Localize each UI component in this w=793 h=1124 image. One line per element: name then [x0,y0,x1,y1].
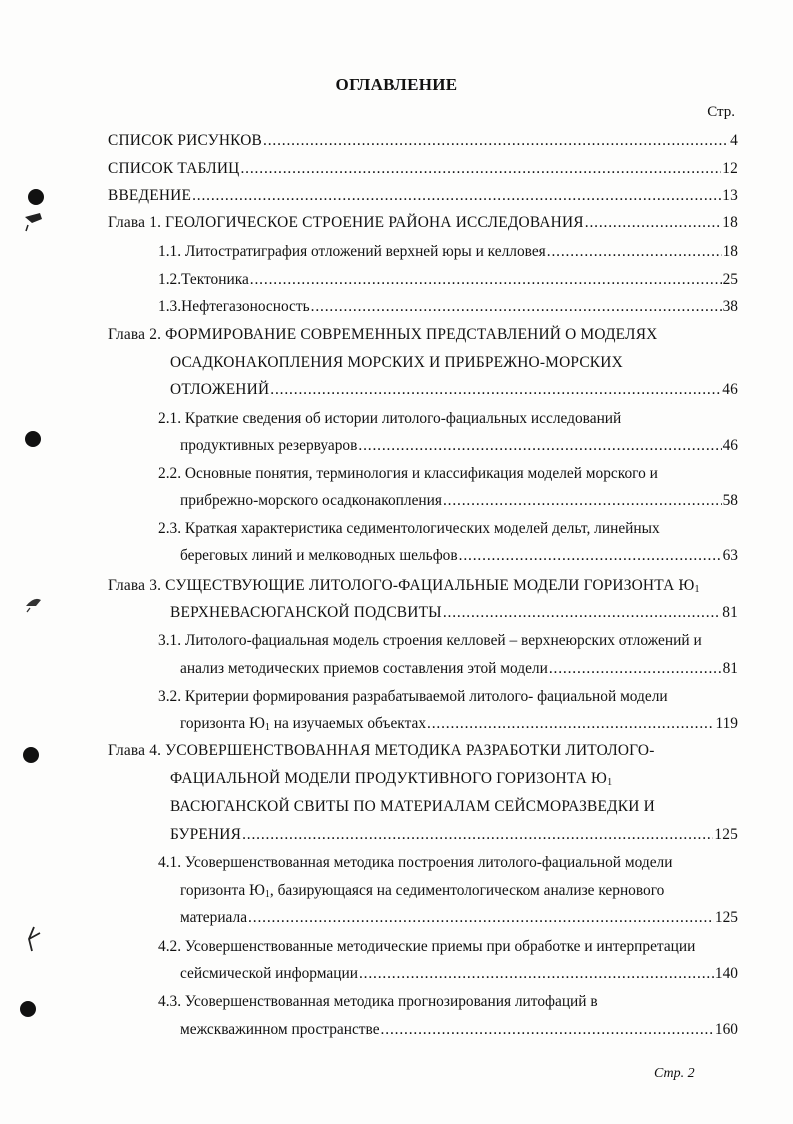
toc-entry-line: ВАСЮГАНСКОЙ СВИТЫ ПО МАТЕРИАЛАМ СЕЙСМОРАЗВЕДКИ И [170,798,655,815]
toc-entry-line: 4.3. Усовершенствованная методика прогнозирования литофаций в [158,993,598,1010]
toc-entry: СПИСОК ТАБЛИЦ . . . 12 [108,159,738,179]
toc-entry-line: 4.2. Усовершенствованные методические приемы при обработке и интерпретации [158,938,696,955]
binder-hole-punch [23,747,39,763]
toc-entry-line: 4.1. Усовершенствованная методика построения литолого-фациальной модели [158,854,673,871]
binder-hole-punch [28,189,44,205]
toc-entry-line: Глава 4. УСОВЕРШЕНСТВОВАННАЯ МЕТОДИКА РАЗРАБОТКИ ЛИТОЛОГО- [108,742,655,759]
page-title: ОГЛАВЛЕНИЕ [335,75,458,94]
toc-entry: СПИСОК РИСУНКОВ . . . 4 [108,131,738,151]
toc-entry-line: 3.2. Критерии формирования разрабатываемой литолого- фациальной модели [158,688,668,705]
toc-entry: продуктивных резервуаров . . . 46 [180,436,738,456]
toc-entry: Глава 1. ГЕОЛОГИЧЕСКОЕ СТРОЕНИЕ РАЙОНА ИССЛЕДОВАНИЯ . . . 18 [108,213,738,233]
ink-mark [22,924,44,954]
toc-entry-line: 2.1. Краткие сведения об истории литолого-фациальных исследований [158,410,622,427]
toc-entry: анализ методических приемов составления этой модели . . . 81 [180,659,738,679]
toc-entry: БУРЕНИЯ . . . 125 [170,825,738,845]
page-column-label: Стр. [707,104,735,120]
toc-entry: береговых линий и мелководных шельфов . . . 63 [180,546,738,566]
ink-mark [24,594,44,614]
toc-entry: ВВЕДЕНИЕ . . . 13 [108,186,738,206]
toc-entry-line: Глава 2. ФОРМИРОВАНИЕ СОВРЕМЕННЫХ ПРЕДСТАВЛЕНИЙ О МОДЕЛЯХ [108,326,658,343]
toc-entry-line: 2.3. Краткая характеристика седиментологических моделей дельт, линейных [158,520,660,537]
toc-entry-line: горизонта $Ю_1$, базирующаяся на седиментологическом анализе кернового [180,882,665,900]
toc-entry: 1.1. Литостратиграфия отложений верхней юры и келловея . . . 18 [158,242,738,262]
toc-entry-line: ФАЦИАЛЬНОЙ МОДЕЛИ ПРОДУКТИВНОГО ГОРИЗОНТА $Ю_1$ [170,770,613,788]
toc-entry: 1.2.Тектоника . . . 25 [158,270,738,290]
toc-entry-line: 2.2. Основные понятия, терминология и классификация моделей морского и [158,465,658,482]
binder-hole-punch [25,431,41,447]
binder-hole-punch [20,1001,36,1017]
toc-entry: ВЕРХНЕВАСЮГАНСКОЙ ПОДСВИТЫ . . . 81 [170,603,738,623]
toc-entry: межскважинном пространстве . . . 160 [180,1020,738,1040]
toc-entry: прибрежно-морского осадконакопления . . . 58 [180,491,738,511]
toc-entry: 1.3.Нефтегазоносность . . . 38 [158,297,738,317]
toc-entry-line: 3.1. Литолого-фациальная модель строения келловей – верхнеюрских отложений и [158,632,702,649]
toc-entry: ОТЛОЖЕНИЙ . . . 46 [170,380,738,400]
page-number: Стр. 2 [654,1066,695,1081]
toc-entry-line: Глава 3. СУЩЕСТВУЮЩИЕ ЛИТОЛОГО-ФАЦИАЛЬНЫЕ МОДЕЛИ ГОРИЗОНТА $Ю_1$ [108,577,700,595]
toc-entry-line: ОСАДКОНАКОПЛЕНИЯ МОРСКИХ И ПРИБРЕЖНО-МОРСКИХ [170,354,623,371]
ink-mark [22,205,46,233]
toc-entry: сейсмической информации . . . 140 [180,964,738,984]
toc-entry: горизонта $Ю_1$ на изучаемых объектах . . . 119 [180,714,738,738]
toc-entry: материала . . . 125 [180,908,738,928]
